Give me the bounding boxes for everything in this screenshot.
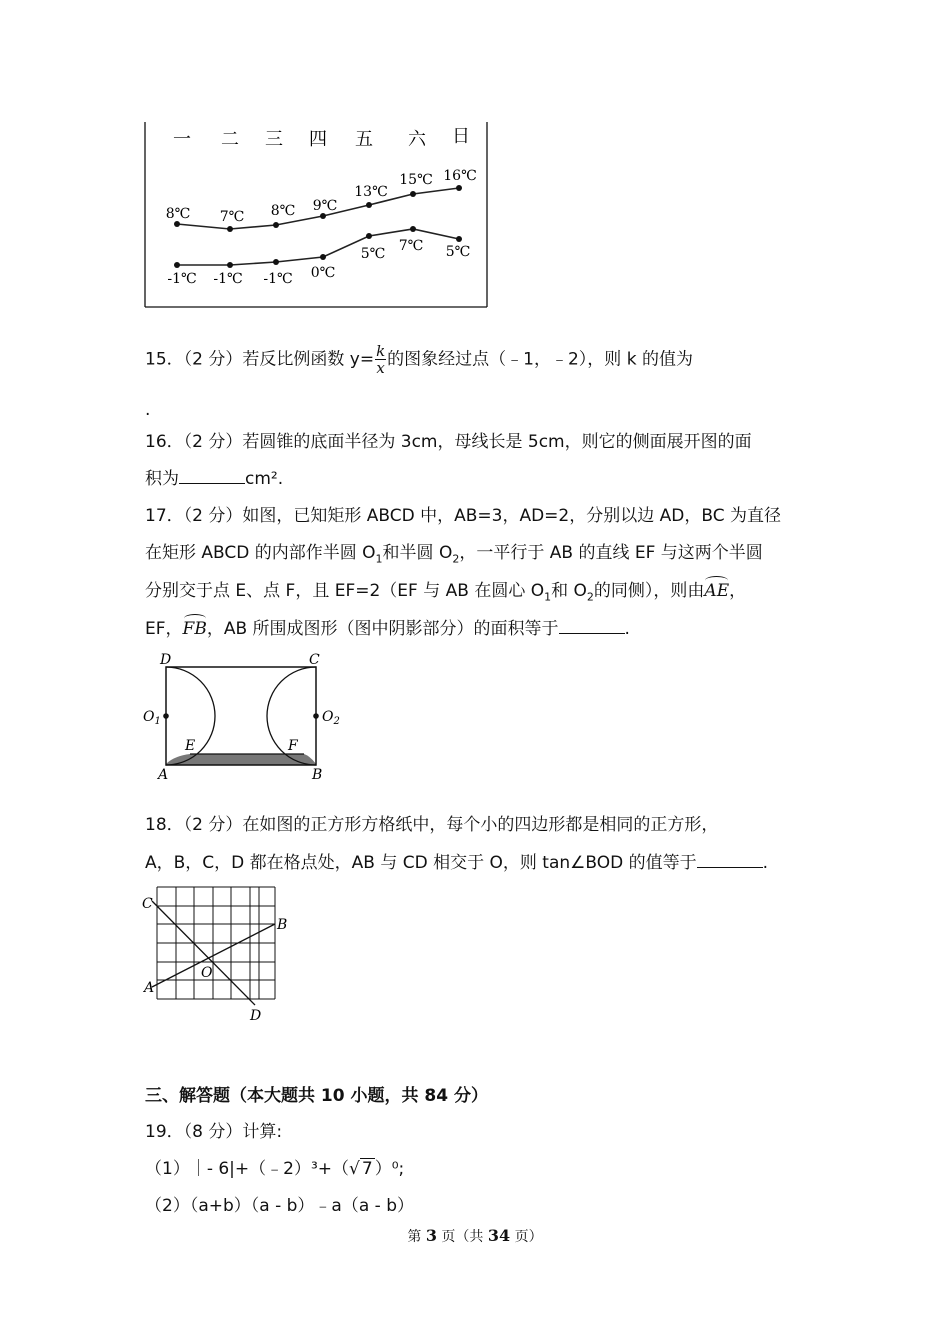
arc-fb: FB [182, 619, 207, 639]
high-temp-label: 8℃ [270, 203, 296, 219]
high-temp-label: 15℃ [399, 172, 433, 188]
low-point [273, 259, 279, 265]
q16-line2: 积为 cm². [145, 469, 284, 489]
day-label: 五 [355, 129, 373, 150]
label-c: C [142, 896, 153, 912]
low-temp-label: -1℃ [263, 271, 293, 287]
center-o2 [313, 713, 319, 719]
page-footer: 第 3 页（共 34 页） [407, 1226, 543, 1245]
day-label: 一 [173, 129, 191, 150]
day-label: 四 [309, 129, 327, 150]
day-label: 三 [265, 129, 283, 150]
label-o: O [201, 965, 213, 981]
low-point [320, 254, 326, 260]
high-temp-label: 9℃ [312, 198, 338, 214]
high-point [456, 185, 462, 191]
q19-part1: （1）｜- 6|+（﹣2）³+（√ 7 ）⁰; [145, 1159, 405, 1179]
low-point [456, 236, 462, 242]
label-b: B [312, 767, 323, 783]
low-temp-label: 0℃ [310, 265, 336, 281]
q18-line2: A，B，C，D 都在格点处，AB 与 CD 相交于 O，则 tan∠BOD 的值等于 . [145, 853, 769, 873]
high-temp-label: 8℃ [165, 206, 191, 222]
high-temp-label: 13℃ [354, 184, 388, 200]
q17-line1: 17．（2 分）如图，已知矩形 ABCD 中，AB=3，AD=2，分别以边 AD，BC 为直径 [145, 506, 782, 526]
label-o1: $O_1$ [143, 709, 161, 727]
q17-line2: 在矩形 ABCD 的内部作半圆 $O_1$和半圆 $O_2$，一平行于 AB 的直线 EF 与这两个半圆 [145, 543, 763, 566]
label-d: D [160, 652, 172, 668]
fraction-k-over-x: $\frac{k}{x}$ [376, 342, 386, 377]
segment-cd [152, 901, 255, 1005]
day-label: 日 [452, 126, 470, 147]
label-d: D [250, 1008, 262, 1024]
low-point [410, 226, 416, 232]
q19-part2: （2）（a+b）（a - b）﹣a（a - b） [145, 1196, 414, 1216]
answer-blank [559, 617, 625, 634]
answer-blank [179, 467, 245, 484]
high-point [273, 222, 279, 228]
center-o1 [163, 713, 169, 719]
high-temp-label: 16℃ [443, 168, 477, 184]
label-a: A [158, 767, 169, 783]
section-heading: 三、解答题（本大题共 10 小题，共 84 分） [145, 1086, 488, 1106]
q17-line3: 分别交于点 E、点 F，且 EF=2（EF 与 AB 在圆心 $O_1$和 $O_2$的同侧），则由AE， [145, 581, 747, 604]
answer-blank [697, 851, 763, 868]
high-point [410, 191, 416, 197]
low-temp-label: 5℃ [445, 244, 471, 260]
label-f: F [288, 738, 298, 754]
low-temp-label: 7℃ [398, 238, 424, 254]
low-point [174, 262, 180, 268]
grid-figure [140, 884, 300, 1024]
q15-line1: 15．（2 分）若反比例函数 y= $\frac{k}{x}$ 的图象经过点（﹣1，﹣2），则 k 的值为 [145, 342, 693, 377]
label-e: E [185, 738, 196, 754]
sqrt-symbol: √ [349, 1159, 360, 1179]
low-point [227, 262, 233, 268]
low-temp-label: -1℃ [213, 271, 243, 287]
high-point [366, 202, 372, 208]
high-point [227, 226, 233, 232]
rectangle-semicircle-figure [140, 648, 350, 788]
q15-line2: . [145, 400, 151, 420]
q16-line1: 16．（2 分）若圆锥的底面半径为 3cm，母线长是 5cm，则它的侧面展开图的面 [145, 432, 752, 452]
low-temp-label: 5℃ [360, 246, 386, 262]
label-a: A [144, 980, 155, 996]
temperature-chart [140, 118, 492, 313]
low-point [366, 233, 372, 239]
label-c: C [309, 652, 320, 668]
high-temp-label: 7℃ [219, 209, 245, 225]
label-b: B [277, 917, 288, 933]
arc-ae: AE [704, 581, 730, 601]
label-o2: $O_2$ [322, 709, 340, 727]
day-label: 二 [221, 129, 239, 150]
day-label: 六 [408, 129, 426, 150]
q19-line1: 19．（8 分）计算: [145, 1122, 283, 1142]
q18-line1: 18．（2 分）在如图的正方形方格纸中，每个小的四边形都是相同的正方形， [145, 815, 719, 835]
low-temp-label: -1℃ [167, 271, 197, 287]
q17-line4: EF，FB，AB 所围成图形（图中阴影部分）的面积等于 . [145, 619, 630, 639]
